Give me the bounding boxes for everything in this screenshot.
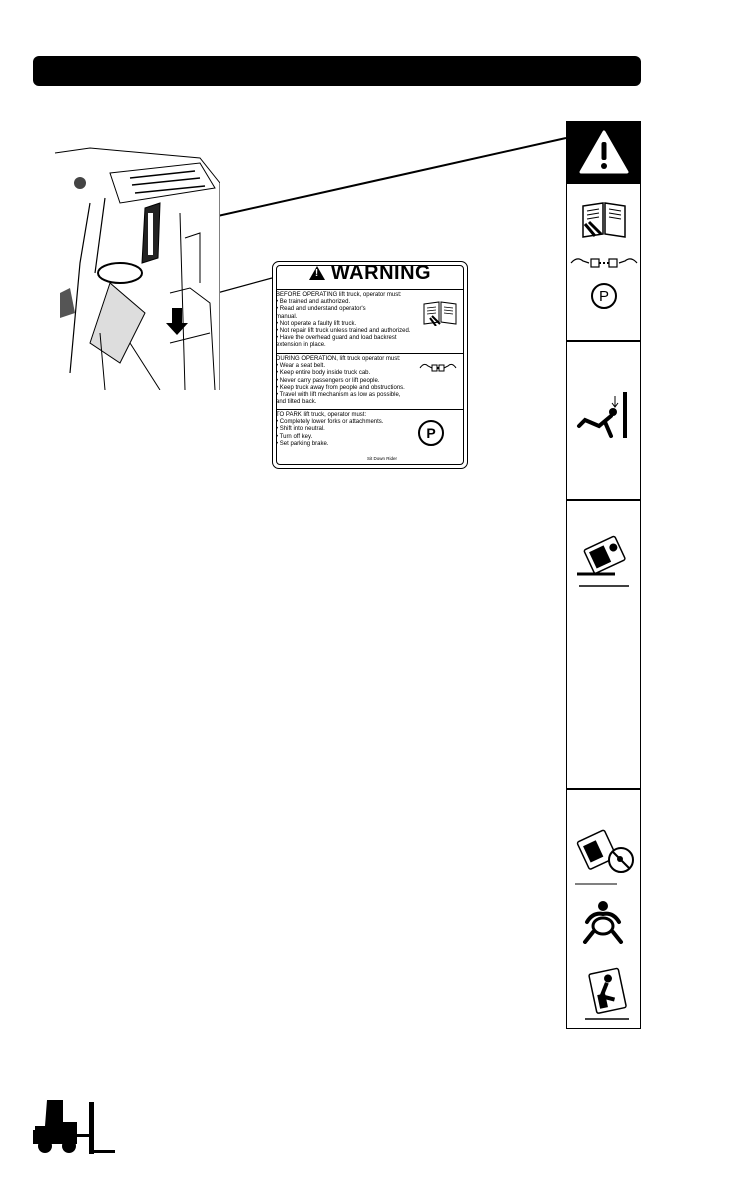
list-item: • Have the overhead guard and load backrest bbox=[276, 335, 397, 342]
no-jump-icon bbox=[573, 822, 637, 888]
manual-book-icon bbox=[579, 200, 629, 240]
parking-brake-symbol: P bbox=[598, 287, 609, 305]
warning-title bbox=[273, 262, 467, 284]
during-operation-section bbox=[276, 353, 464, 408]
manual-book-icon bbox=[422, 300, 458, 326]
list-item: • Not operate a faulty lift truck. bbox=[276, 320, 357, 327]
forklift-cab-illustration bbox=[50, 143, 220, 390]
strip-header bbox=[567, 122, 640, 184]
park-heading: TO PARK lift truck, operator must: bbox=[276, 412, 367, 418]
list-item: • Set parking brake. bbox=[276, 440, 329, 447]
overhead-hazard-icon bbox=[575, 390, 631, 440]
during-heading: DURING OPERATION, lift truck operator must: bbox=[276, 356, 401, 362]
list-item: • Keep truck away from people and obstructions. bbox=[276, 384, 405, 391]
warning-triangle-icon bbox=[309, 266, 325, 280]
list-item: • Wear a seat belt. bbox=[276, 363, 326, 370]
seatbelt-hands-icon bbox=[418, 360, 458, 376]
warning-triangle-icon bbox=[579, 130, 629, 174]
hands-icon bbox=[569, 254, 639, 272]
tipover-icon bbox=[575, 530, 633, 590]
parking-brake-symbol: P bbox=[426, 425, 436, 441]
forklift-logo-icon bbox=[33, 1100, 115, 1158]
list-item: and tilted back. bbox=[276, 399, 317, 406]
list-item: extension in place. bbox=[276, 342, 326, 349]
label-code: Sit Down Rider bbox=[366, 456, 397, 461]
list-item: • Not repair lift truck unless trained and authorized. bbox=[276, 328, 411, 335]
list-item: • Read and understand operator's bbox=[276, 306, 366, 313]
list-item: • Travel with lift mechanism as low as possible, bbox=[276, 392, 401, 399]
list-item: • Be trained and authorized. bbox=[276, 299, 351, 306]
warning-title-text: WARNING bbox=[330, 261, 432, 284]
list-item: manual. bbox=[276, 313, 298, 320]
hazard-icon-strip bbox=[566, 121, 641, 1029]
before-heading: BEFORE OPERATING lift truck, operator must: bbox=[276, 292, 402, 298]
seatbelt-hold-icon bbox=[579, 900, 627, 944]
list-item: • Never carry passengers or lift people. bbox=[276, 377, 380, 384]
list-item: • Shift into neutral. bbox=[276, 426, 325, 433]
strip-divider bbox=[567, 788, 640, 790]
parking-brake-icon bbox=[418, 420, 444, 446]
list-item: • Keep entire body inside truck cab. bbox=[276, 370, 371, 377]
list-item: • Turn off key. bbox=[276, 433, 313, 440]
list-item: • Completely lower forks or attachments. bbox=[276, 419, 384, 426]
parking-brake-icon bbox=[591, 283, 617, 309]
lean-away-icon bbox=[581, 965, 633, 1023]
header-bar bbox=[33, 56, 641, 86]
strip-divider bbox=[567, 499, 640, 501]
warning-label bbox=[272, 261, 468, 469]
before-operating-section bbox=[276, 289, 464, 352]
strip-divider bbox=[567, 340, 640, 342]
